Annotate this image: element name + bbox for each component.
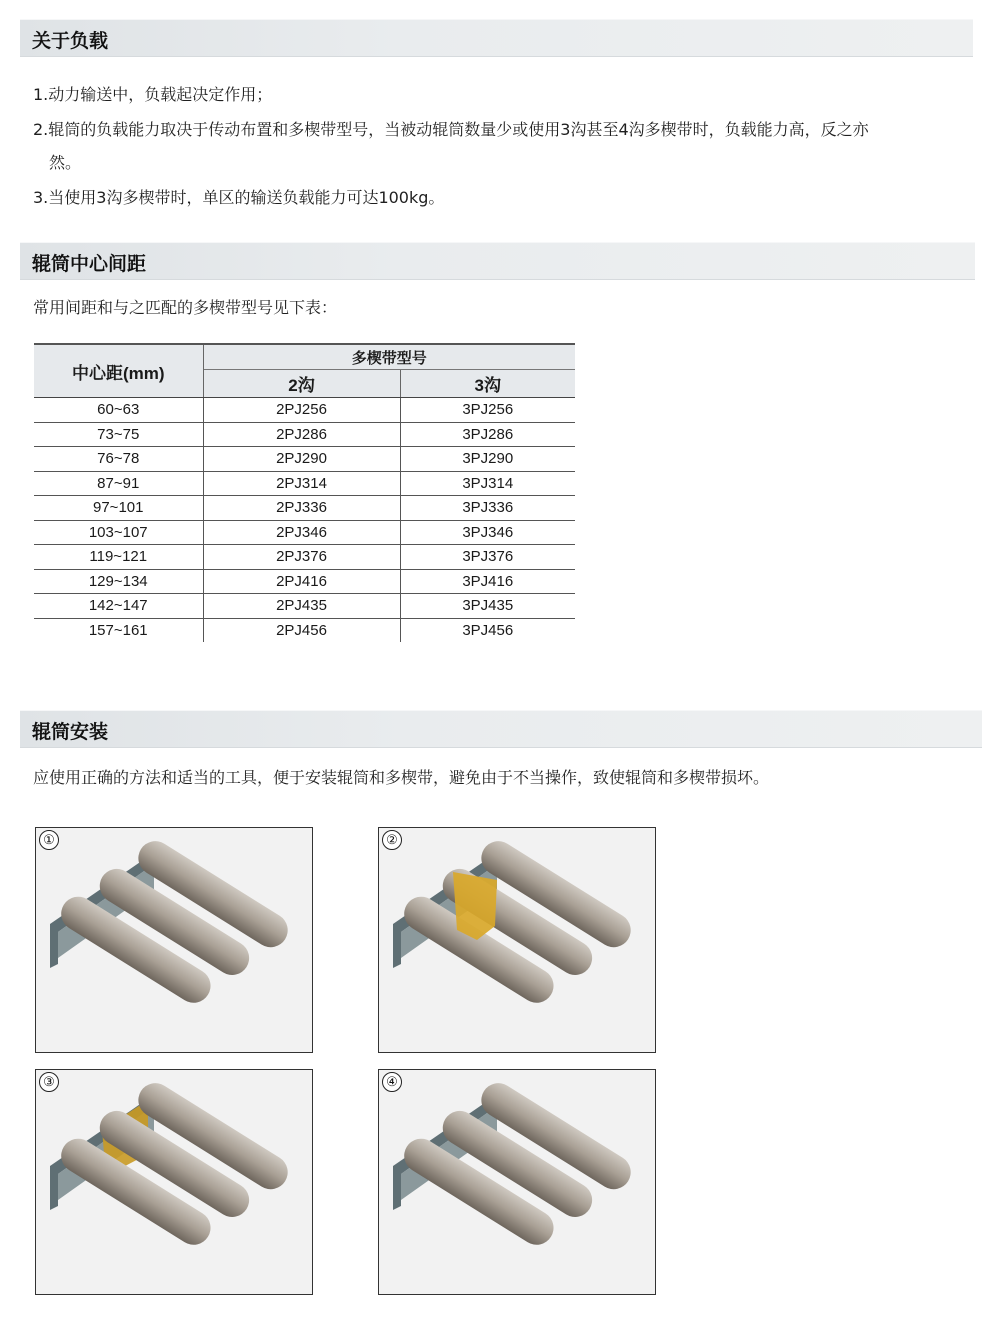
header-belt-model: 多楔带型号: [203, 344, 575, 370]
install-figure-3: [35, 1069, 313, 1295]
cell-3-groove: 3PJ346: [400, 520, 575, 545]
table-row: [34, 569, 575, 594]
load-line-2: 2.辊筒的负载能力取决于传动布置和多楔带型号，当被动辊筒数量少或使用3沟甚至4沟多楔带时，负载能力高，反之亦: [33, 120, 869, 139]
cell-3-groove: 3PJ416: [400, 569, 575, 594]
table-row: [34, 398, 575, 423]
install-figure-4: [378, 1069, 656, 1295]
load-line-3: 3.当使用3沟多楔带时，单区的输送负载能力可达100kg。: [33, 188, 445, 207]
cell-center-distance: 103~107: [34, 520, 203, 545]
roller-assembly-illustration: [36, 828, 312, 1052]
figure-number: ②: [382, 830, 402, 850]
table-row: [34, 545, 575, 570]
cell-center-distance: 157~161: [34, 618, 203, 642]
cell-center-distance: 97~101: [34, 496, 203, 521]
load-line-1: 1.动力输送中，负载起决定作用；: [33, 85, 273, 104]
section-header-load: [20, 19, 973, 57]
figure-number: ④: [382, 1072, 402, 1092]
install-intro: 应使用正确的方法和适当的工具，便于安装辊筒和多楔带，避免由于不当操作，致使辊筒和多楔带损坏。: [33, 768, 770, 787]
table-row: [34, 496, 575, 521]
table-row: [34, 471, 575, 496]
roller-assembly-illustration: [36, 1070, 312, 1294]
table-row: [34, 520, 575, 545]
cell-2-groove: 2PJ416: [203, 569, 400, 594]
cell-2-groove: 2PJ290: [203, 447, 400, 472]
load-line-2-cont: 然。: [49, 153, 82, 172]
header-2-groove: 2沟: [203, 370, 400, 398]
section-header-spacing: [20, 242, 975, 280]
cell-3-groove: 3PJ286: [400, 422, 575, 447]
cell-2-groove: 2PJ346: [203, 520, 400, 545]
cell-2-groove: 2PJ256: [203, 398, 400, 423]
cell-2-groove: 2PJ435: [203, 594, 400, 619]
cell-2-groove: 2PJ336: [203, 496, 400, 521]
cell-center-distance: 76~78: [34, 447, 203, 472]
spacing-intro: 常用间距和与之匹配的多楔带型号见下表：: [33, 298, 338, 317]
cell-center-distance: 73~75: [34, 422, 203, 447]
cell-center-distance: 87~91: [34, 471, 203, 496]
section-title: 关于负载: [32, 30, 109, 52]
belt-spec-table: [34, 343, 575, 642]
header-3-groove: 3沟: [400, 370, 575, 398]
section-title: 辊筒安装: [32, 721, 109, 743]
cell-2-groove: 2PJ456: [203, 618, 400, 642]
table-row: [34, 422, 575, 447]
cell-center-distance: 142~147: [34, 594, 203, 619]
install-figure-2: [378, 827, 656, 1053]
section-title: 辊筒中心间距: [32, 253, 147, 275]
table-row: [34, 618, 575, 642]
cell-2-groove: 2PJ376: [203, 545, 400, 570]
tool-shape: [453, 872, 497, 940]
roller-assembly-illustration: [379, 1070, 655, 1294]
cell-3-groove: 3PJ456: [462, 621, 514, 639]
cell-3-groove: 3PJ314: [400, 471, 575, 496]
cell-3-groove: 3PJ435: [400, 594, 575, 619]
install-figure-1: [35, 827, 313, 1053]
cell-3-groove: 3PJ376: [400, 545, 575, 570]
header-center-distance: 中心距(mm): [34, 344, 203, 398]
cell-3-groove: 3PJ336: [400, 496, 575, 521]
cell-center-distance: 119~121: [34, 545, 203, 570]
table-row: [34, 447, 575, 472]
cell-center-distance: 60~63: [34, 398, 203, 423]
cell-3-groove: 3PJ256: [400, 398, 575, 423]
figure-number: ①: [39, 830, 59, 850]
table-row: [34, 594, 575, 619]
cell-3-groove: 3PJ290: [400, 447, 575, 472]
section-header-install: [20, 710, 982, 748]
cell-center-distance: 129~134: [34, 569, 203, 594]
roller-assembly-illustration: [379, 828, 655, 1052]
cell-2-groove: 2PJ286: [203, 422, 400, 447]
cell-2-groove: 2PJ314: [203, 471, 400, 496]
figure-number: ③: [39, 1072, 59, 1092]
